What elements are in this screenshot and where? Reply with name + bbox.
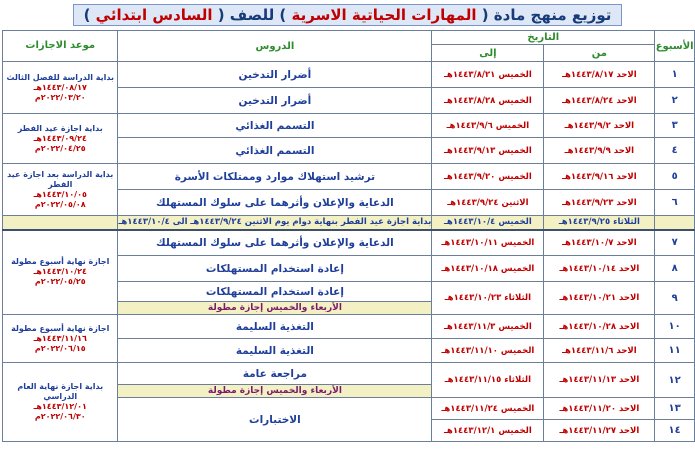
from-date: الاحد ١٤٤٣/١٠/٢١هـ — [544, 282, 655, 315]
to-date: الخميس ١٤٤٣/١١/٢٤هـ — [432, 398, 544, 420]
holiday-note — [3, 230, 118, 315]
holiday-note — [3, 315, 118, 363]
holiday-greg: ٢٠٢٢/٠٤/٢٥م — [34, 143, 86, 153]
holiday-hijri: ١٤٤٣/١٢/٠١هـ — [33, 402, 87, 411]
from-date: الاحد ١٤٤٣/١٠/٢٨هـ — [544, 315, 655, 339]
holiday-greg: ٢٠٢٢/٠٦/١٥م — [34, 343, 86, 353]
holiday-label: بداية الدراسة للفصل الثالث — [6, 72, 115, 82]
holiday-label: اجازة نهاية أسبوع مطولة — [11, 323, 110, 333]
holiday-greg: ٢٠٢٢/٠٥/٠٨م — [34, 199, 86, 209]
page-title — [0, 0, 695, 30]
long-weekend-note: الأربعاء والخميس إجازة مطولة — [118, 302, 432, 315]
lessons-header: الدروس — [118, 31, 432, 62]
week-number: ١١ — [655, 339, 695, 363]
holiday-label: بداية اجازة عيد الفطر — [17, 123, 103, 133]
title-mid: ) للصف ( — [217, 6, 287, 24]
holiday-note — [3, 164, 118, 216]
from-date: الاحد ١٤٤٣/١١/١٣هـ — [544, 363, 655, 398]
lesson-title: ترشيد استهلاك موارد وممتلكات الأسرة — [118, 164, 432, 190]
long-weekend-note: الأربعاء والخميس إجازة مطولة — [118, 385, 432, 398]
to-date: الخميس ١٤٤٣/١١/١٠هـ — [432, 339, 544, 363]
from-header: من — [544, 45, 655, 62]
from-date: الاحد ١٤٤٣/٩/٢هـ — [544, 114, 655, 138]
week-number: ٥ — [655, 164, 695, 190]
from-date: الاحد ١٤٤٣/٩/٩هـ — [544, 138, 655, 164]
lesson-title: إعادة استخدام المستهلكات — [118, 282, 432, 302]
from-date: الاحد ١٤٤٣/٨/١٧هـ — [544, 62, 655, 88]
week-number: ١ — [655, 62, 695, 88]
to-date: الثلاثاء ١٤٤٣/١٠/٢٣هـ — [432, 282, 544, 315]
holiday-hijri: ١٤٤٣/١١/١٦هـ — [33, 333, 87, 343]
to-date: الخميس ١٤٤٣/٨/٢٨هـ — [432, 88, 544, 114]
to-date: الخميس ١٤٤٣/١٠/١١هـ — [432, 230, 544, 256]
title-suffix: ) — [83, 6, 91, 24]
lesson-title: التسمم الغذائي — [118, 114, 432, 138]
holiday-hijri: ١٤٤٣/٠٨/١٧هـ — [33, 82, 87, 92]
holiday-hijri: ١٤٤٣/١٠/٠٥هـ — [33, 189, 87, 199]
lesson-title: إعادة استخدام المستهلكات — [118, 256, 432, 282]
holidays-header: موعد الاجازات — [3, 31, 118, 62]
week-number: ٧ — [655, 230, 695, 256]
to-date: الخميس ١٤٤٣/٩/١٣هـ — [432, 138, 544, 164]
eid-break-text: بداية اجازة عيد الفطر بنهاية دوام يوم الاثنين ١٤٤٣/٩/٢٤هـ الى ١٤٤٣/١٠/٤هـ — [118, 216, 432, 230]
week-number: ٤ — [655, 138, 695, 164]
lesson-title: الاختبارات — [118, 398, 432, 442]
eid-break-date: الخميس ١٤٤٣/١٠/٤هـ — [432, 216, 544, 230]
holiday-label: اجازة نهاية أسبوع مطولة — [11, 257, 110, 267]
holiday-label: بداية الدراسة بعد اجازة عيد الفطر — [7, 169, 114, 189]
title-subject: المهارات الحياتية الاسرية — [291, 6, 477, 24]
holiday-greg: ٢٠٢٢/٠٦/٣٠م — [34, 412, 86, 421]
lesson-title: مراجعة عامة — [118, 363, 432, 385]
to-date: الخميس ١٤٤٣/١١/٣هـ — [432, 315, 544, 339]
schedule-table — [2, 30, 695, 442]
week-header: الأسبوع — [655, 31, 695, 62]
holiday-note — [3, 62, 118, 114]
from-date: الاحد ١٤٤٣/١١/٦هـ — [544, 339, 655, 363]
week-number: ١٢ — [655, 363, 695, 398]
to-date: الخميس ١٤٤٣/١٢/١هـ — [432, 420, 544, 442]
lesson-title: الدعاية والإعلان وأثرهما على سلوك المستهلك — [118, 190, 432, 216]
lesson-title: التسمم الغذائي — [118, 138, 432, 164]
lesson-title: أضرار التدخين — [118, 88, 432, 114]
to-header: إلى — [432, 45, 544, 62]
to-date: الاثنين ١٤٤٣/٩/٢٤هـ — [432, 190, 544, 216]
week-number: ١٠ — [655, 315, 695, 339]
lesson-title: التغذية السليمة — [118, 339, 432, 363]
from-date: الاحد ١٤٤٣/٨/٢٤هـ — [544, 88, 655, 114]
to-date: الخميس ١٤٤٣/٩/٢٠هـ — [432, 164, 544, 190]
lesson-title: الدعاية والإعلان وأثرهما على سلوك المستهلك — [118, 230, 432, 256]
holiday-label: بداية اجازة نهاية العام الدراسي — [17, 382, 104, 401]
to-date: الخميس ١٤٤٣/١٠/١٨هـ — [432, 256, 544, 282]
lesson-title: التغذية السليمة — [118, 315, 432, 339]
lesson-title: أضرار التدخين — [118, 62, 432, 88]
holiday-hijri: ١٤٤٣/٠٩/٢٤هـ — [33, 133, 87, 143]
from-date: الاحد ١٤٤٣/١١/٢٧هـ — [544, 420, 655, 442]
from-date: الاحد ١٤٤٣/١١/٢٠هـ — [544, 398, 655, 420]
week-number: ٩ — [655, 282, 695, 315]
week-number: ٦ — [655, 190, 695, 216]
week-number: ١٤ — [655, 420, 695, 442]
holiday-note — [3, 363, 118, 442]
title-prefix: توزيع منهج مادة ( — [481, 6, 612, 24]
week-number: ٢ — [655, 88, 695, 114]
to-date: الخميس ١٤٤٣/٩/٦هـ — [432, 114, 544, 138]
eid-break-day: الثلاثاء ١٤٤٣/٩/٢٥هـ — [544, 216, 655, 230]
week-number: ٨ — [655, 256, 695, 282]
from-date: الاحد ١٤٤٣/٩/١٦هـ — [544, 164, 655, 190]
holiday-greg: ٢٠٢٢/٠٥/٢٥م — [34, 277, 86, 287]
week-number: ١٣ — [655, 398, 695, 420]
holiday-note — [3, 114, 118, 164]
holiday-greg: ٢٠٢٢/٠٣/٢٠م — [34, 92, 86, 102]
from-date: الاحد ١٤٤٣/١٠/٧هـ — [544, 230, 655, 256]
to-date: الخميس ١٤٤٣/٨/٢١هـ — [432, 62, 544, 88]
holiday-hijri: ١٤٤٣/١٠/٢٤هـ — [33, 267, 87, 277]
week-number: ٣ — [655, 114, 695, 138]
from-date: الاحد ١٤٤٣/٩/٢٣هـ — [544, 190, 655, 216]
from-date: الاحد ١٤٤٣/١٠/١٤هـ — [544, 256, 655, 282]
date-header: التاريخ — [432, 31, 655, 45]
to-date: الثلاثاء ١٤٤٣/١١/١٥هـ — [432, 363, 544, 398]
title-grade: السادس ابتدائي — [95, 6, 213, 24]
